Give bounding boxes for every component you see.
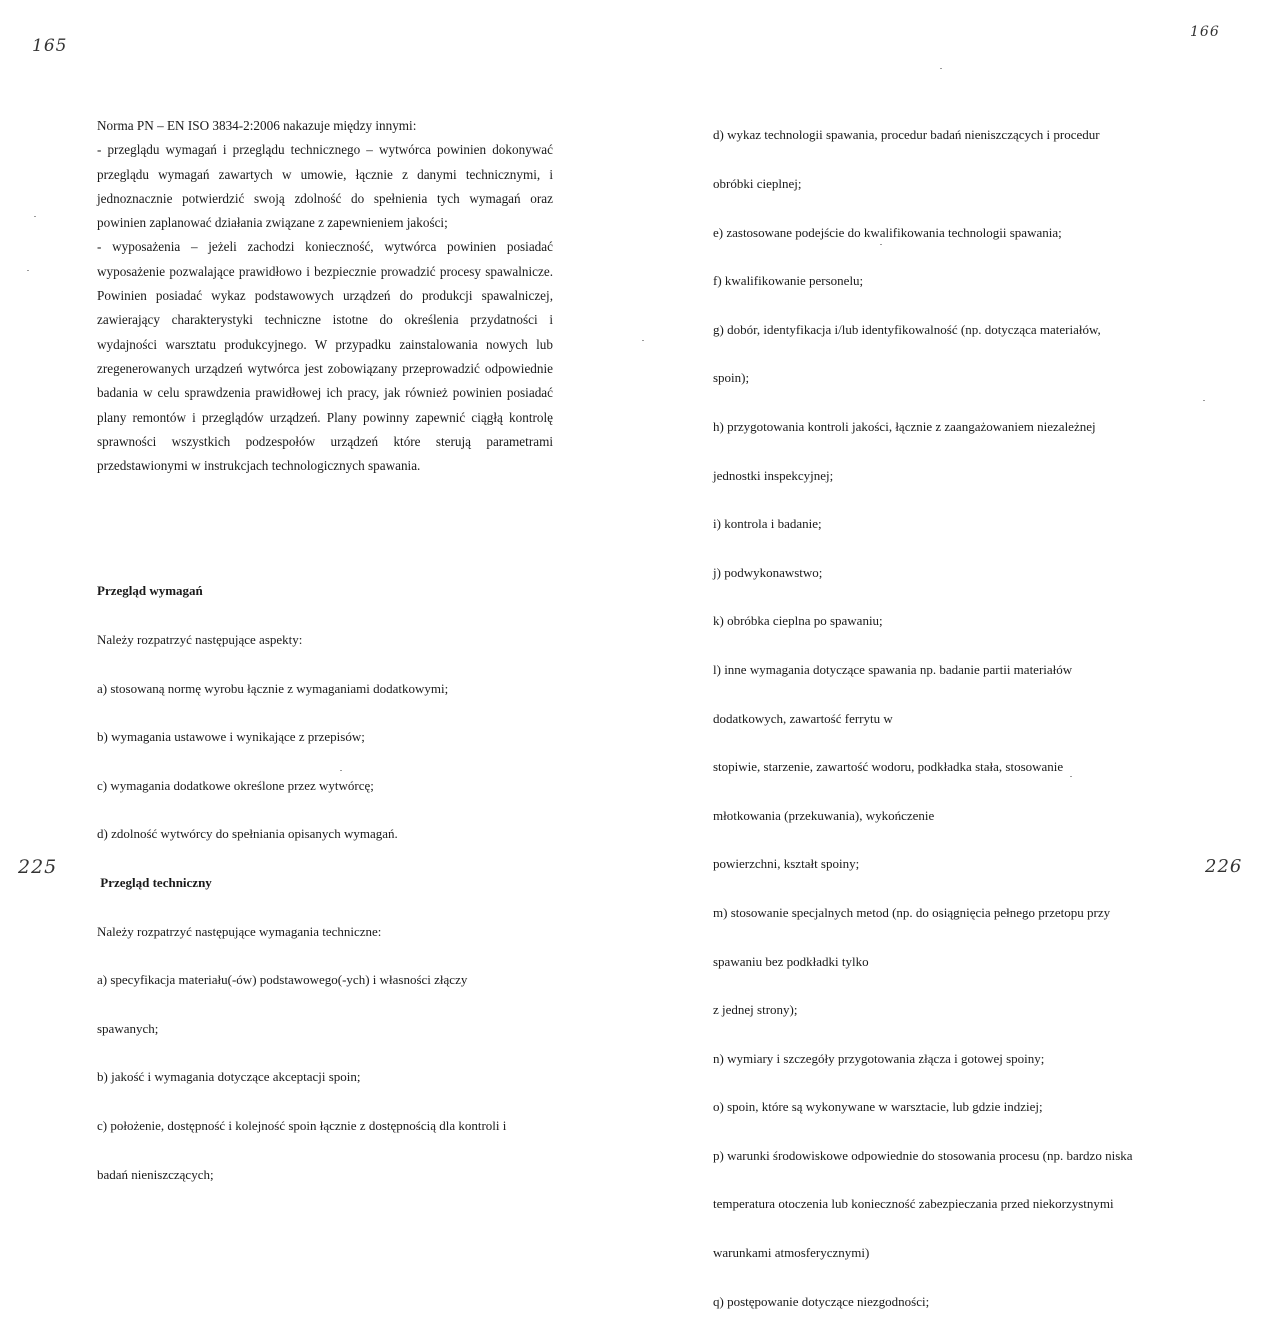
list-line: n) wymiary i szczegóły przygotowania złącza i gotowej spoiny;: [713, 1050, 1045, 1066]
list-line: c) położenie, dostępność i kolejność spoin łącznie z dostępnością dla kontroli i: [97, 1117, 507, 1133]
list-line: powierzchni, kształt spoiny;: [713, 856, 860, 872]
intro-line: Norma PN – EN ISO 3834-2:2006 nakazuje między innymi:: [97, 118, 417, 133]
list-line: k) obróbka cieplna po spawaniu;: [713, 613, 883, 629]
scan-speck: [34, 216, 36, 217]
list-line: b) jakość i wymagania dotyczące akceptacji spoin;: [97, 1069, 361, 1085]
list-line: spawanych;: [97, 1020, 159, 1036]
list-line: spawaniu bez podkładki tylko: [713, 953, 869, 969]
list-line: warunkami atmosferycznymi): [713, 1245, 870, 1261]
list-line: temperatura otoczenia lub konieczność zabezpieczania przed niekorzystnymi: [713, 1196, 1114, 1212]
list-line: l) inne wymagania dotyczące spawania np. badanie partii materiałów: [713, 661, 1073, 677]
list-line: stopiwie, starzenie, zawartość wodoru, podkładka stała, stosowanie: [713, 759, 1064, 775]
scan-speck: [1203, 400, 1205, 401]
list-line: d) zdolność wytwórcy do spełniania opisanych wymagań.: [97, 826, 398, 842]
list-line: dodatkowych, zawartość ferrytu w: [713, 710, 893, 726]
paragraph-przeglad: - przeglądu wymagań i przeglądu technicznego – wytwórca powinien dokonywać przeglądu wymagań zawartych w umowie, łącznie z danymi technicznymi, i jednoznacznie potwierdzić swoją zdolność do spełnienia tych wymagań oraz powinien zaplanować działania związane z zapewnieniem jakości;: [97, 142, 553, 231]
scan-speck: [1070, 776, 1072, 777]
heading-przeglad-techniczny: Przegląd techniczny: [97, 874, 212, 890]
right-page-requirements-list: [713, 95, 1183, 1326]
list-line: e) zastosowane podejście do kwalifikowania technologii spawania;: [713, 224, 1062, 240]
list-line: f) kwalifikowanie personelu;: [713, 273, 864, 289]
list-line: p) warunki środowiskowe odpowiednie do stosowania procesu (np. bardzo niska: [713, 1147, 1133, 1163]
left-page-justified-text: [97, 114, 553, 478]
list-line: g) dobór, identyfikacja i/lub identyfikowalność (np. dotycząca materiałów,: [713, 321, 1101, 337]
list-line: młotkowania (przekuwania), wykończenie: [713, 807, 935, 823]
list-line: z jednej strony);: [713, 1002, 798, 1018]
scan-speck: [642, 340, 644, 341]
handwritten-page-number-226: 226: [1205, 856, 1243, 877]
list-line: c) wymagania dodatkowe określone przez wytwórcę;: [97, 777, 374, 793]
list-line: badań nieniszczących;: [97, 1166, 214, 1182]
scan-speck: [880, 244, 882, 245]
list-line: jednostki inspekcyjnej;: [713, 467, 834, 483]
list-line: Należy rozpatrzyć następujące wymagania techniczne:: [97, 923, 382, 939]
handwritten-page-number-165: 165: [32, 36, 68, 56]
list-line: h) przygotowania kontroli jakości, łącznie z zaangażowaniem niezależnej: [713, 418, 1096, 434]
list-line: b) wymagania ustawowe i wynikające z przepisów;: [97, 729, 365, 745]
scan-speck: [940, 68, 942, 69]
list-line: m) stosowanie specjalnych metod (np. do osiągnięcia pełnego przetopu przy: [713, 904, 1111, 920]
heading-przeglad-wymagan: Przegląd wymagań: [97, 583, 203, 599]
list-line: a) stosowaną normę wyrobu łącznie z wymaganiami dodatkowymi;: [97, 680, 449, 696]
handwritten-page-number-166: 166: [1190, 24, 1220, 40]
list-line: a) specyfikacja materiału(-ów) podstawowego(-ych) i własności złączy: [97, 972, 468, 988]
list-line: Należy rozpatrzyć następujące aspekty:: [97, 632, 303, 647]
left-page-requirements-list: [97, 551, 557, 1199]
list-line: o) spoin, które są wykonywane w warsztacie, lub gdzie indziej;: [713, 1099, 1043, 1115]
list-line: i) kontrola i badanie;: [713, 516, 822, 532]
paragraph-wyposazenie: - wyposażenia – jeżeli zachodzi konieczność, wytwórca powinien posiadać wyposażenie pozwalające prawidłowo i bezpiecznie prowadzić procesy spawalnicze. Powinien posiadać wykaz podstawowych urządzeń do produkcji spawalniczej, zawierający charakterystyki techniczne istotne do określenia przydatności i wydajności warsztatu produkcyjnego. W przypadku zainstalowania nowych lub zregenerowanych urządzeń wytwórca jest zobowiązany przeprowadzić odpowiednie badania w celu sprawdzenia prawidłowej ich pracy, jak również powinien posiadać plany remontów i przeglądów urządzeń. Plany powinny zapewnić ciągłą kontrolę sprawności wszystkich podzespołów urządzeń które sterują parametrami przedstawionymi w instrukcjach technologicznych spawania.: [97, 239, 553, 474]
scan-speck: [340, 770, 342, 771]
list-line: q) postępowanie dotyczące niezgodności;: [713, 1293, 930, 1309]
list-line: spoin);: [713, 370, 750, 386]
scan-speck: [27, 270, 29, 271]
list-line: j) podwykonawstwo;: [713, 564, 823, 580]
handwritten-page-number-225: 225: [18, 856, 58, 878]
list-line: d) wykaz technologii spawania, procedur badań nieniszczących i procedur: [713, 127, 1100, 143]
list-line: obróbki cieplnej;: [713, 176, 802, 191]
